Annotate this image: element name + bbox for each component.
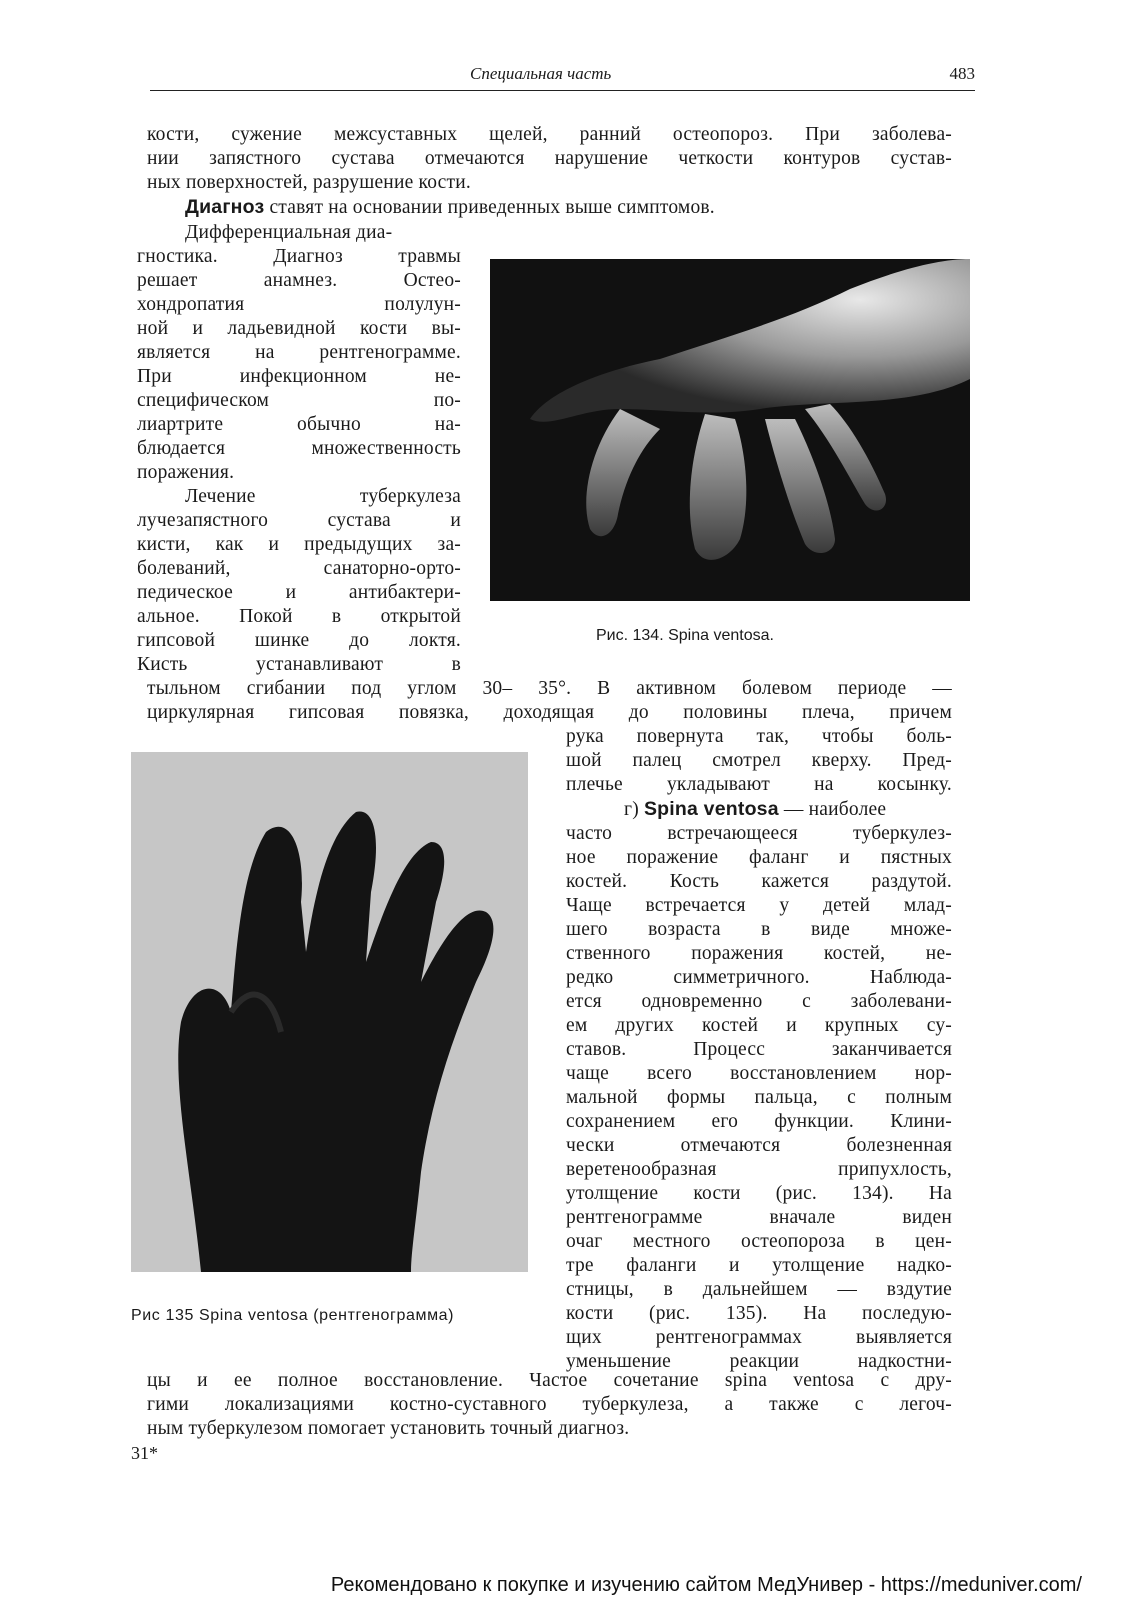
text-line: мальной формы пальца, с полным	[566, 1087, 952, 1108]
text-line: утолщение кости (рис. 134). На	[566, 1183, 952, 1204]
diagnosis-line	[147, 195, 952, 220]
signature-mark: 31*	[131, 1443, 158, 1463]
text-line: болеваний, санаторно-орто-	[137, 558, 461, 579]
xray-hand-illustration	[131, 752, 528, 1272]
text-line: нии запястного сустава отмечаются нарушение четкости контуров сустав-	[147, 148, 952, 169]
text-line: цы и ее полное восстановление. Частое сочетание spina ventosa с дру-	[147, 1370, 952, 1391]
diagnosis-text: ставят на основании приведенных выше симптомов.	[264, 197, 715, 218]
final-paragraph	[147, 1369, 952, 1441]
text-line: редко симметричного. Наблюда-	[566, 967, 952, 988]
text-line: Лечение туберкулеза	[185, 486, 461, 507]
text-line: шой палец смотрел кверху. Пред-	[566, 750, 952, 771]
text-line: ставов. Процесс заканчивается	[566, 1039, 952, 1060]
hand-photo-illustration	[490, 259, 970, 601]
text-line: кости, сужение межсуставных щелей, ранний остеопороз. При заболева-	[147, 124, 952, 145]
spina-line	[566, 797, 952, 822]
text-line: лиартрите обычно на-	[137, 414, 461, 435]
right-column	[566, 725, 952, 1374]
text-line: гими локализациями костно-суставного туберкулеза, а также с легоч-	[147, 1394, 952, 1415]
text-line: щих рентгенограммах выявляется	[566, 1327, 952, 1348]
figure-134-photo	[490, 259, 970, 601]
text-line: является на рентгенограмме.	[137, 342, 461, 363]
intro-paragraph	[147, 123, 952, 220]
text-line: решает анамнез. Остео-	[137, 270, 461, 291]
text-line: тре фаланги и утолщение надко-	[566, 1255, 952, 1276]
spina-text: — наиболее	[778, 799, 887, 820]
figure-135-caption: Рис 135 Spina ventosa (рентгенограмма)	[131, 1307, 455, 1324]
spina-term: Spina ventosa	[643, 798, 779, 820]
text-line: часто встречающееся туберкулез-	[566, 823, 952, 844]
text-line: костей. Кость кажется раздутой.	[566, 871, 952, 892]
text-line: веретенообразная припухлость,	[566, 1159, 952, 1180]
text-line: чески отмечаются болезненная	[566, 1135, 952, 1156]
text-line: педическое и антибактери-	[137, 582, 461, 603]
text-line: уменьшение реакции надкостни-	[566, 1351, 952, 1372]
text-line: сохранением его функции. Клини-	[566, 1111, 952, 1132]
text-line: плечье укладывают на косынку.	[566, 774, 952, 795]
text-line: специфическом по-	[137, 390, 461, 411]
running-header	[150, 64, 975, 91]
diagnosis-term: Диагноз	[185, 196, 265, 218]
text-line: чаще всего восстановлением нор-	[566, 1063, 952, 1084]
footer-recommendation: Рекомендовано к покупке и изучению сайтом МедУнивер - https://meduniver.com/	[330, 1574, 1082, 1596]
text-line: рентгенограмме вначале виден	[566, 1207, 952, 1228]
text-line: ным туберкулезом помогает установить точный диагноз.	[147, 1418, 630, 1439]
mid-paragraph	[147, 677, 952, 725]
text-line: хондропатия полулун-	[137, 294, 461, 315]
text-line: кисти, как и предыдущих за-	[137, 534, 461, 555]
figure-134-caption: Рис. 134. Spina ventosa.	[596, 627, 774, 644]
text-line: При инфекционном не-	[137, 366, 461, 387]
text-line: гипсовой шинке до локтя.	[137, 630, 461, 651]
text-line: гностика. Диагноз травмы	[137, 246, 461, 267]
text-line: ется одновременно с заболевани-	[566, 991, 952, 1012]
text-line: очаг местного остеопороза в цен-	[566, 1231, 952, 1252]
left-column	[137, 221, 461, 677]
figure-135-radiograph	[131, 752, 528, 1272]
text-line: Кисть устанавливают в	[137, 654, 461, 675]
header-title: Специальная часть	[470, 64, 612, 83]
text-line: ных поверхностей, разрушение кости.	[147, 172, 471, 193]
text-line: ной и ладьевидной кости вы-	[137, 318, 461, 339]
spina-prefix: г)	[624, 799, 644, 820]
text-line: тыльном сгибании под углом 30– 35°. В активном болевом периоде —	[147, 678, 952, 699]
text-line: циркулярная гипсовая повязка, доходящая до половины плеча, причем	[147, 702, 952, 723]
text-line: ственного поражения костей, не-	[566, 943, 952, 964]
text-line: кости (рис. 135). На последую-	[566, 1303, 952, 1324]
page-number: 483	[949, 64, 975, 83]
text-line: стницы, в дальнейшем — вздутие	[566, 1279, 952, 1300]
text-line: альное. Покой в открытой	[137, 606, 461, 627]
text-line: лучезапястного сустава и	[137, 510, 461, 531]
text-line: поражения.	[137, 462, 235, 483]
text-line: ное поражение фаланг и пястных	[566, 847, 952, 868]
text-line: Дифференциальная диа-	[185, 222, 393, 243]
text-line: рука повернута так, чтобы боль-	[566, 726, 952, 747]
text-line: Чаще встречается у детей млад-	[566, 895, 952, 916]
text-line: ем других костей и крупных су-	[566, 1015, 952, 1036]
text-line: шего возраста в виде множе-	[566, 919, 952, 940]
text-line: блюдается множественность	[137, 438, 461, 459]
